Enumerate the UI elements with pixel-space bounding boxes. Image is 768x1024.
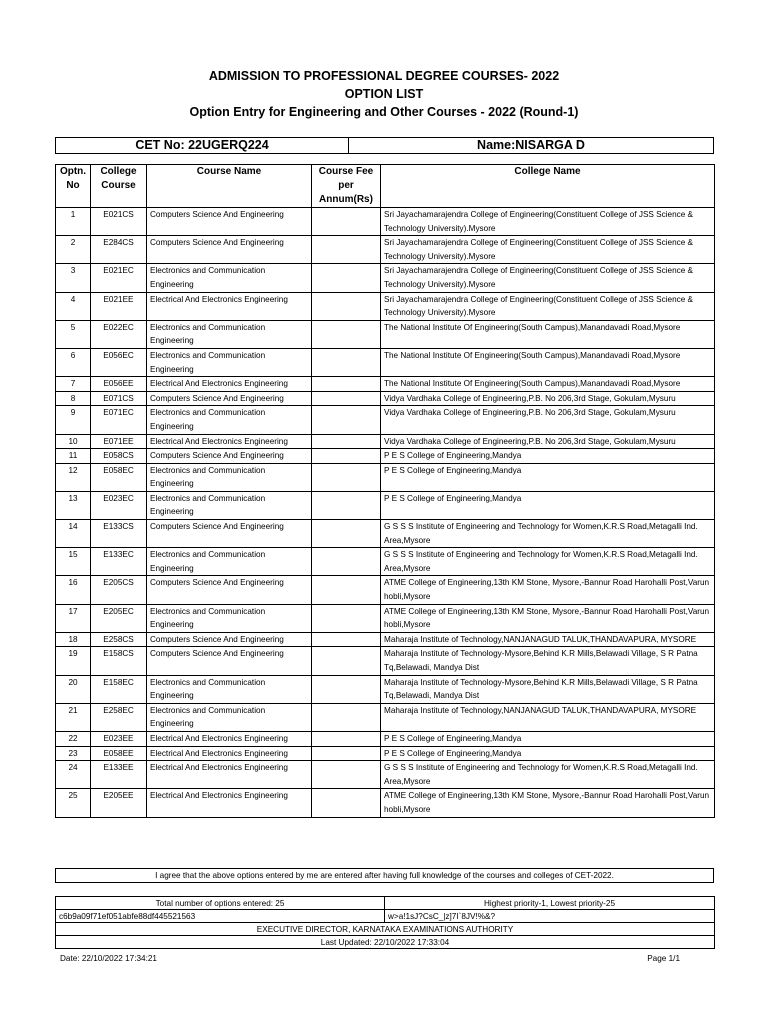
option-number: 22: [56, 731, 91, 746]
college-course-code: E058EC: [91, 463, 147, 491]
college-course-code: E058CS: [91, 449, 147, 464]
authority-signature: EXECUTIVE DIRECTOR, KARNATAKA EXAMINATIONS AUTHORITY: [56, 923, 715, 936]
course-name: Electronics and Communication Engineering: [147, 675, 312, 703]
college-name: Maharaja Institute of Technology,NANJANAGUD TALUK,THANDAVAPURA, MYSORE: [381, 632, 715, 647]
course-fee: [312, 377, 381, 392]
header-course-fee: Course Fee per Annum(Rs): [312, 165, 381, 208]
course-name: Computers Science And Engineering: [147, 208, 312, 236]
course-fee: [312, 348, 381, 376]
table-row: [56, 604, 715, 632]
document-round-title: Option Entry for Engineering and Other Courses - 2022 (Round-1): [189, 105, 579, 119]
table-row: [56, 576, 715, 604]
college-course-code: E071EE: [91, 434, 147, 449]
table-row: [56, 449, 715, 464]
last-updated: Last Updated: 22/10/2022 17:33:04: [56, 936, 715, 949]
document-subtitle: OPTION LIST: [344, 87, 424, 101]
college-name: Vidya Vardhaka College of Engineering,P.B. No 206,3rd Stage, Gokulam,Mysuru: [381, 434, 715, 449]
table-row: [56, 236, 715, 264]
college-name: Sri Jayachamarajendra College of Engineering(Constituent College of JSS Science & Technology University).Mysore: [381, 264, 715, 292]
table-row: [56, 731, 715, 746]
course-name: Electrical And Electronics Engineering: [147, 731, 312, 746]
college-name: ATME College of Engineering,13th KM Stone, Mysore,-Bannur Road Harohalli Post,Varun hobli,Mysore: [381, 604, 715, 632]
table-row: [56, 703, 715, 731]
agreement-statement: I agree that the above options entered by me are entered after having full knowledge of the courses and colleges of CET-2022.: [55, 868, 714, 883]
course-fee: [312, 746, 381, 761]
college-course-code: E133CS: [91, 520, 147, 548]
table-row: [56, 391, 715, 406]
college-course-code: E158EC: [91, 675, 147, 703]
course-fee: [312, 434, 381, 449]
course-fee: [312, 703, 381, 731]
table-row: [56, 632, 715, 647]
college-name: P E S College of Engineering,Mandya: [381, 463, 715, 491]
cet-number: CET No: 22UGERQ224: [56, 138, 349, 153]
college-course-code: E133EE: [91, 761, 147, 789]
college-name: The National Institute Of Engineering(South Campus),Manandavadi Road,Mysore: [381, 348, 715, 376]
option-number: 15: [56, 548, 91, 576]
option-number: 7: [56, 377, 91, 392]
course-name: Electronics and Communication Engineering: [147, 604, 312, 632]
table-row: [56, 647, 715, 675]
table-row: [56, 520, 715, 548]
option-number: 16: [56, 576, 91, 604]
course-name: Computers Science And Engineering: [147, 576, 312, 604]
table-row: [56, 675, 715, 703]
college-name: Sri Jayachamarajendra College of Engineering(Constituent College of JSS Science & Technology University).Mysore: [381, 236, 715, 264]
course-name: Electrical And Electronics Engineering: [147, 377, 312, 392]
table-row: [56, 320, 715, 348]
course-name: Computers Science And Engineering: [147, 647, 312, 675]
header-college-course: College Course: [91, 165, 147, 208]
table-row: [56, 746, 715, 761]
course-fee: [312, 449, 381, 464]
college-name: P E S College of Engineering,Mandya: [381, 731, 715, 746]
course-name: Electronics and Communication Engineering: [147, 406, 312, 434]
option-number: 5: [56, 320, 91, 348]
document-title: ADMISSION TO PROFESSIONAL DEGREE COURSES- 2022: [208, 69, 560, 83]
candidate-name: Name:NISARGA D: [477, 138, 585, 152]
college-course-code: E056EE: [91, 377, 147, 392]
option-number: 6: [56, 348, 91, 376]
table-row: [56, 348, 715, 376]
course-name: Computers Science And Engineering: [147, 632, 312, 647]
course-fee: [312, 675, 381, 703]
course-name: Electrical And Electronics Engineering: [147, 434, 312, 449]
course-fee: [312, 761, 381, 789]
college-name: Maharaja Institute of Technology-Mysore,Behind K.R Mills,Belawadi Village, S R Patna Tq,Belawadi, Mandya Dist: [381, 647, 715, 675]
college-name: P E S College of Engineering,Mandya: [381, 491, 715, 519]
table-header-row: [56, 165, 715, 208]
college-name: Vidya Vardhaka College of Engineering,P.B. No 206,3rd Stage, Gokulam,Mysuru: [381, 391, 715, 406]
hash-code: c6b9a09f71ef051abfe88df445521563: [56, 910, 385, 923]
college-course-code: E071EC: [91, 406, 147, 434]
college-name: G S S S Institute of Engineering and Technology for Women,K.R.S Road,Metagalli Ind. Area,Mysore: [381, 520, 715, 548]
course-fee: [312, 264, 381, 292]
college-course-code: E056EC: [91, 348, 147, 376]
header-option-no: Optn. No: [56, 165, 91, 208]
college-name: G S S S Institute of Engineering and Technology for Women,K.R.S Road,Metagalli Ind. Area,Mysore: [381, 761, 715, 789]
college-course-code: E205EE: [91, 789, 147, 817]
table-row: [56, 463, 715, 491]
college-name: P E S College of Engineering,Mandya: [381, 746, 715, 761]
header-college-name: College Name: [381, 165, 715, 208]
option-number: 3: [56, 264, 91, 292]
course-fee: [312, 236, 381, 264]
option-number: 1: [56, 208, 91, 236]
option-number: 12: [56, 463, 91, 491]
course-fee: [312, 463, 381, 491]
course-fee: [312, 292, 381, 320]
course-name: Electronics and Communication Engineering: [147, 320, 312, 348]
print-date: Date: 22/10/2022 17:34:21: [60, 954, 157, 963]
table-row: [56, 377, 715, 392]
verification-code: w>a!1sJ?CsC_|z]7I`8JV!%&?: [385, 910, 715, 923]
course-name: Computers Science And Engineering: [147, 391, 312, 406]
course-name: Electronics and Communication Engineering: [147, 348, 312, 376]
option-number: 14: [56, 520, 91, 548]
college-name: G S S S Institute of Engineering and Technology for Women,K.R.S Road,Metagalli Ind. Area,Mysore: [381, 548, 715, 576]
college-name: Sri Jayachamarajendra College of Engineering(Constituent College of JSS Science & Technology University).Mysore: [381, 208, 715, 236]
course-fee: [312, 406, 381, 434]
college-course-code: E205CS: [91, 576, 147, 604]
course-fee: [312, 576, 381, 604]
course-fee: [312, 391, 381, 406]
course-fee: [312, 548, 381, 576]
college-name: P E S College of Engineering,Mandya: [381, 449, 715, 464]
college-name: Sri Jayachamarajendra College of Engineering(Constituent College of JSS Science & Technology University).Mysore: [381, 292, 715, 320]
option-list-table: [55, 164, 715, 818]
college-name: Maharaja Institute of Technology,NANJANAGUD TALUK,THANDAVAPURA, MYSORE: [381, 703, 715, 731]
college-name: Vidya Vardhaka College of Engineering,P.B. No 206,3rd Stage, Gokulam,Mysuru: [381, 406, 715, 434]
college-name: ATME College of Engineering,13th KM Stone, Mysore,-Bannur Road Harohalli Post,Varun hobli,Mysore: [381, 576, 715, 604]
option-number: 21: [56, 703, 91, 731]
college-course-code: E258CS: [91, 632, 147, 647]
header-course-name: Course Name: [147, 165, 312, 208]
course-name: Electronics and Communication Engineering: [147, 548, 312, 576]
course-name: Electrical And Electronics Engineering: [147, 292, 312, 320]
college-course-code: E284CS: [91, 236, 147, 264]
college-course-code: E133EC: [91, 548, 147, 576]
college-course-code: E021CS: [91, 208, 147, 236]
course-name: Electronics and Communication Engineering: [147, 463, 312, 491]
total-options: Total number of options entered: 25: [56, 897, 385, 910]
option-number: 24: [56, 761, 91, 789]
table-row: [56, 292, 715, 320]
college-name: The National Institute Of Engineering(South Campus),Manandavadi Road,Mysore: [381, 320, 715, 348]
course-fee: [312, 604, 381, 632]
table-row: [56, 761, 715, 789]
option-number: 18: [56, 632, 91, 647]
course-fee: [312, 731, 381, 746]
course-name: Electrical And Electronics Engineering: [147, 789, 312, 817]
college-course-code: E258EC: [91, 703, 147, 731]
option-number: 23: [56, 746, 91, 761]
table-row: [56, 208, 715, 236]
course-fee: [312, 789, 381, 817]
course-name: Electronics and Communication Engineering: [147, 703, 312, 731]
college-course-code: E022EC: [91, 320, 147, 348]
course-name: Electronics and Communication Engineering: [147, 491, 312, 519]
table-row: [56, 491, 715, 519]
course-name: Electrical And Electronics Engineering: [147, 746, 312, 761]
summary-table: [55, 896, 715, 949]
option-number: 9: [56, 406, 91, 434]
table-row: [56, 789, 715, 817]
option-number: 10: [56, 434, 91, 449]
option-number: 13: [56, 491, 91, 519]
option-number: 2: [56, 236, 91, 264]
college-course-code: E058EE: [91, 746, 147, 761]
course-fee: [312, 520, 381, 548]
candidate-info-bar: [55, 137, 714, 154]
college-course-code: E021EC: [91, 264, 147, 292]
course-fee: [312, 320, 381, 348]
option-number: 11: [56, 449, 91, 464]
college-course-code: E071CS: [91, 391, 147, 406]
college-course-code: E158CS: [91, 647, 147, 675]
course-name: Computers Science And Engineering: [147, 449, 312, 464]
option-number: 25: [56, 789, 91, 817]
table-row: [56, 406, 715, 434]
course-name: Computers Science And Engineering: [147, 236, 312, 264]
course-fee: [312, 491, 381, 519]
course-name: Electronics and Communication Engineering: [147, 264, 312, 292]
option-number: 17: [56, 604, 91, 632]
college-name: Maharaja Institute of Technology-Mysore,Behind K.R Mills,Belawadi Village, S R Patna Tq,Belawadi, Mandya Dist: [381, 675, 715, 703]
table-row: [56, 264, 715, 292]
table-row: [56, 434, 715, 449]
college-course-code: E023EE: [91, 731, 147, 746]
option-number: 20: [56, 675, 91, 703]
option-number: 8: [56, 391, 91, 406]
college-name: ATME College of Engineering,13th KM Stone, Mysore,-Bannur Road Harohalli Post,Varun hobli,Mysore: [381, 789, 715, 817]
table-row: [56, 548, 715, 576]
college-name: The National Institute Of Engineering(South Campus),Manandavadi Road,Mysore: [381, 377, 715, 392]
course-name: Electrical And Electronics Engineering: [147, 761, 312, 789]
course-name: Computers Science And Engineering: [147, 520, 312, 548]
college-course-code: E023EC: [91, 491, 147, 519]
option-number: 4: [56, 292, 91, 320]
course-fee: [312, 647, 381, 675]
priority-range: Highest priority-1, Lowest priority-25: [385, 897, 715, 910]
college-course-code: E205EC: [91, 604, 147, 632]
course-fee: [312, 208, 381, 236]
page-number: Page 1/1: [647, 954, 680, 963]
course-fee: [312, 632, 381, 647]
option-number: 19: [56, 647, 91, 675]
college-course-code: E021EE: [91, 292, 147, 320]
